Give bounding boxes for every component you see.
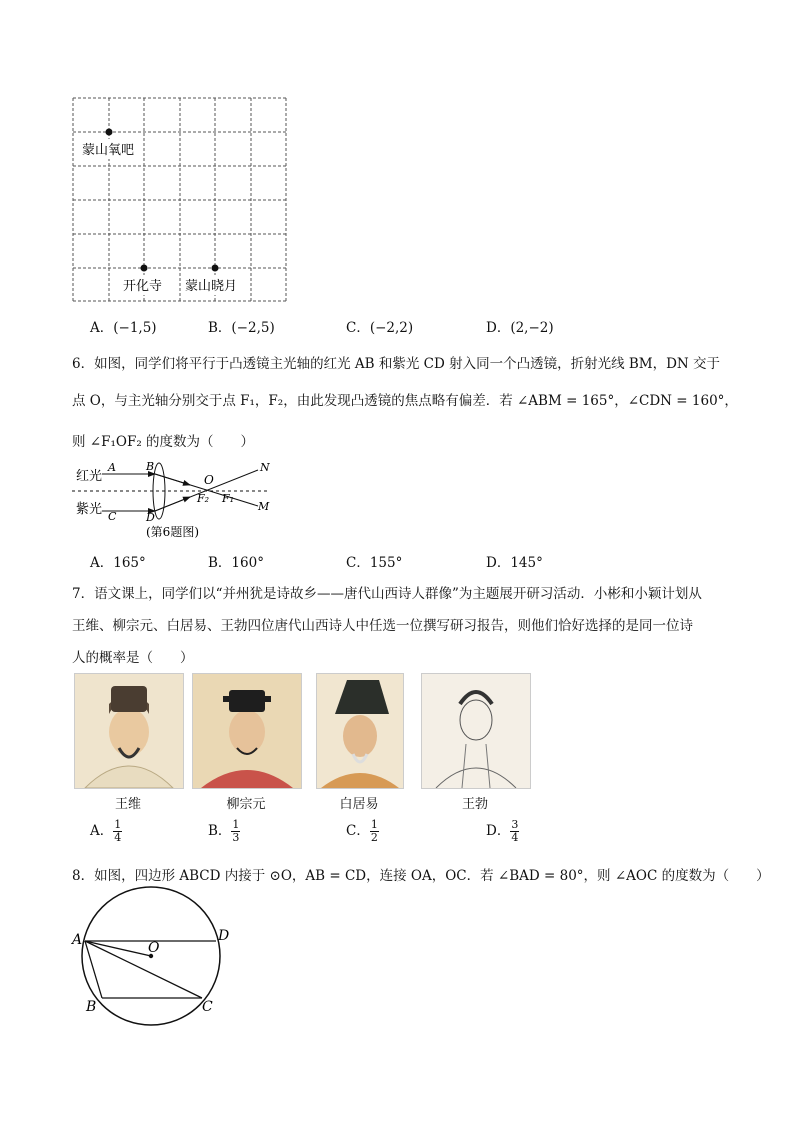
poet-name-liu-zongyuan: 柳宗元 (226, 797, 266, 812)
circle-point-a-label: A (72, 932, 83, 948)
q7-stem-line2: 王维、柳宗元、白居易、王勃四位唐代山西诗人中任选一位撰写研习报告，则他们恰好选择的是同一位诗 (72, 618, 693, 634)
circle-point-o-label: O (148, 940, 160, 956)
q6-option-b: B．160° (208, 555, 264, 571)
poet-name-bai-juyi: 白居易 (339, 797, 379, 812)
q7-option-d: D． $\frac{3}{4}$ (486, 818, 519, 844)
point-d-label: D (146, 511, 155, 524)
q5-option-a: A．(−1,5) (90, 320, 157, 336)
circle-point-d-label: D (218, 928, 230, 944)
point-a-label: A (108, 461, 116, 474)
mengshan-oxygen-point (106, 129, 113, 136)
q6-lens-figure (72, 456, 282, 542)
portrait-wang-wei (74, 673, 184, 789)
q6-option-d: D．145° (486, 555, 543, 571)
portrait-bai-juyi (316, 673, 404, 789)
red-light-label: 红光 (76, 469, 103, 484)
point-c-label: C (108, 510, 117, 523)
q7-stem-line1: 7．语文课上，同学们以“并州犹是诗故乡——唐代山西诗人群像”为主题展开研习活动．小彬和小颖计划从 (72, 586, 702, 602)
kaihua-temple-point (141, 265, 148, 272)
mengshan-moon-point (212, 265, 219, 272)
poet-name-wang-wei: 王维 (114, 797, 141, 812)
q5-option-c: C．(−2,2) (346, 320, 414, 336)
poet-name-wang-bo: 王勃 (461, 797, 488, 812)
q8-circle-figure (70, 884, 240, 1030)
q6-option-a: A．165° (90, 555, 146, 571)
purple-light-label: 紫光 (76, 502, 103, 517)
q6-stem-line3: 则 ∠F₁OF₂ 的度数为（ ） (72, 434, 255, 450)
q6-stem-line2: 点 O，与主光轴分别交于点 F₁，F₂，由此发现凸透镜的焦点略有偏差．若 ∠ABM = 165°，∠CDN = 160°， (72, 393, 738, 409)
point-n-label: N (260, 461, 270, 474)
q7-option-b: B． $\frac{1}{3}$ (208, 818, 240, 844)
portrait-wang-bo (421, 673, 531, 789)
q7-option-c: C． $\frac{1}{2}$ (346, 818, 378, 844)
q7-stem-line3: 人的概率是（ ） (72, 650, 194, 666)
point-f1-label: F₁ (222, 492, 235, 505)
circle-point-c-label: C (202, 999, 213, 1015)
grid-label-mengshan-moon: 蒙山晓月 (185, 279, 238, 294)
q6-option-c: C．155° (346, 555, 403, 571)
point-m-label: M (258, 500, 270, 513)
grid-label-mengshan-oxygen: 蒙山氧吧 (82, 143, 135, 158)
grid-map-figure (72, 97, 288, 303)
point-o-label: O (204, 473, 214, 487)
q5-option-d: D．(2,−2) (486, 320, 554, 336)
q5-option-b: B．(−2,5) (208, 320, 275, 336)
circle-point-b-label: B (86, 999, 97, 1015)
grid-label-kaihua-temple: 开化寺 (123, 279, 163, 294)
q8-stem-line1: 8．如图，四边形 ABCD 内接于 ⊙O，AB = CD，连接 OA，OC．若 ∠BAD = 80°，则 ∠AOC 的度数为（ ） (72, 868, 770, 884)
q6-stem-line1: 6．如图，同学们将平行于凸透镜主光轴的红光 AB 和紫光 CD 射入同一个凸透镜，折射光线 BM，DN 交于 (72, 356, 721, 372)
point-b-label: B (146, 460, 155, 473)
q6-figure-caption: (第6题图) (146, 525, 199, 539)
point-f2-label: F₂ (197, 492, 210, 505)
portrait-liu-zongyuan (192, 673, 302, 789)
q7-option-a: A． $\frac{1}{4}$ (90, 818, 122, 844)
